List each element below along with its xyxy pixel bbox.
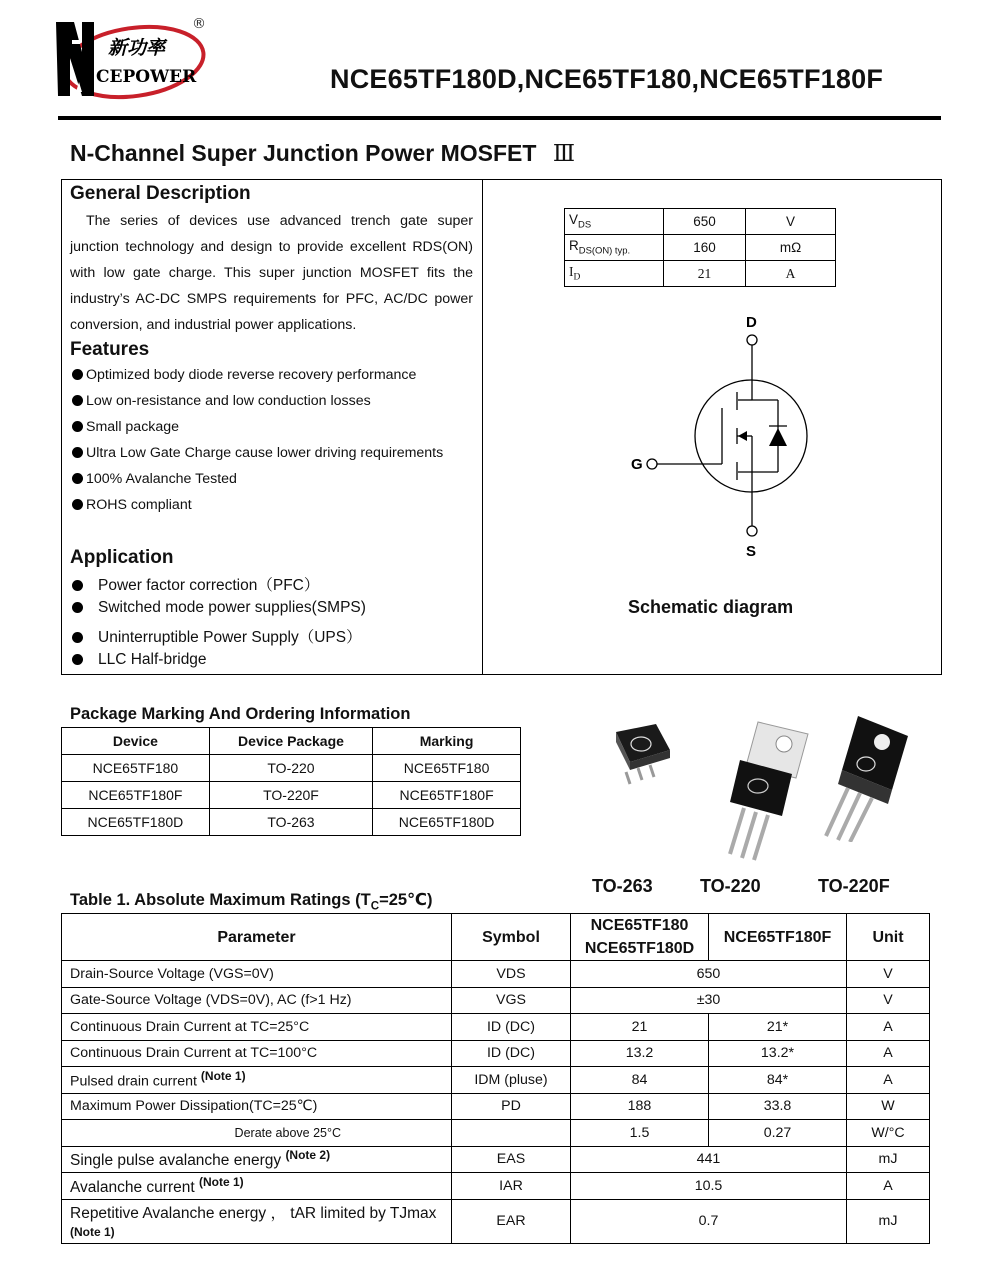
symbol-cell: IAR [452,1173,571,1200]
param-cell [62,1014,452,1041]
ordering-col-header: Device [62,728,210,755]
feature-item [72,393,371,409]
col-unit: Unit [847,914,930,961]
table-cell: TO-220F [209,782,372,809]
product-subtitle [70,140,575,167]
value-cell: 33.8 [709,1093,847,1120]
table-cell: NCE65TF180 [373,755,521,782]
col-device2: NCE65TF180F [709,914,847,961]
unit-cell: W [847,1093,930,1120]
spec-value: 160 [664,235,746,261]
feature-text: Optimized body diode reverse recovery performance [86,367,417,383]
spec-unit: V [746,209,836,235]
table-cell: NCE65TF180D [373,809,521,836]
spec-unit: A [746,261,836,287]
part-numbers-title: NCE65TF180D,NCE65TF180,NCE65TF180F [330,64,884,94]
param-text: Single pulse avalanche energy [70,1152,282,1170]
spec-value: 650 [664,209,746,235]
application-text: Switched mode power supplies(SMPS) [98,599,366,616]
amr-header-row [62,914,930,961]
unit-cell: V [847,961,930,988]
table-row [62,1120,930,1147]
to220f-package-image [812,714,910,842]
table-row [62,809,521,836]
spec-symbol [565,209,664,235]
spec-sub: D [573,272,581,283]
table-cell: TO-220 [209,755,372,782]
param-cell [62,1120,452,1147]
param-text: Continuous Drain Current at TC=25°C [70,1018,310,1035]
table-row [62,1199,930,1243]
frame-divider [482,180,483,674]
unit-cell: mJ [847,1146,930,1173]
bullet-icon [72,499,83,510]
spec-row [565,235,836,261]
subtitle-gen: Ⅲ [552,141,576,166]
table-cell: NCE65TF180F [62,782,210,809]
spec-symbol [565,235,664,261]
table-cell: NCE65TF180D [62,809,210,836]
unit-cell: mJ [847,1199,930,1243]
symbol-cell: ID (DC) [452,1014,571,1041]
value-cell: 84* [709,1067,847,1094]
bullet-icon [72,447,83,458]
label-to263: TO-263 [592,876,653,896]
symbol-cell: EAR [452,1199,571,1243]
registered-mark: ® [192,16,206,32]
table-row [62,782,521,809]
table-row [62,1040,930,1067]
logo-cn-text: 新功率 [108,37,166,59]
param-cell [62,1093,452,1120]
param-note: (Note 2) [285,1148,331,1163]
value-cell: 188 [571,1093,709,1120]
features-heading: Features [70,339,150,360]
table-cell: NCE65TF180F [373,782,521,809]
to220-package-image [716,720,812,862]
col-symbol: Symbol [452,914,571,961]
bullet-icon [72,654,83,665]
param-cell [62,1173,452,1200]
spec-value: 21 [664,261,746,287]
ordering-table [61,727,521,836]
value-cell: 21* [709,1014,847,1041]
symbol-cell: VGS [452,987,571,1014]
spec-sub: DS(ON) typ. [578,245,631,257]
schematic-caption: Schematic diagram [628,597,794,617]
feature-text: Ultra Low Gate Charge cause lower driving requirements [86,445,444,461]
spec-symbol [565,261,664,287]
table-cell: NCE65TF180 [62,755,210,782]
ordering-col-header: Device Package [209,728,372,755]
param-cell [62,1040,452,1067]
table-row [62,1093,930,1120]
col-device1 [571,914,709,961]
spec-row [565,209,836,235]
feature-text: Small package [86,419,180,435]
spec-sym: I [569,264,574,280]
company-logo [52,12,212,102]
bullet-icon [72,602,83,613]
unit-cell: V [847,987,930,1014]
table-row [62,1173,930,1200]
value-cell: 10.5 [571,1173,847,1200]
feature-item [72,367,416,383]
application-text: Uninterruptible Power Supply（UPS） [98,629,362,646]
symbol-cell: VDS [452,961,571,988]
value-cell: ±30 [571,987,847,1014]
col-parameter: Parameter [62,914,452,961]
unit-cell: A [847,1040,930,1067]
symbol-cell: PD [452,1093,571,1120]
param-note: (Note 1) [70,1225,115,1239]
application-text: Power factor correction（PFC） [98,577,320,594]
param-text: Gate-Source Voltage (VDS=0V), AC (f>1 Hz) [70,992,352,1009]
param-note: (Note 1) [198,1174,244,1189]
col-device1-b: NCE65TF180D [584,940,695,957]
value-cell: 0.27 [709,1120,847,1147]
application-heading: Application [70,547,174,568]
param-text: Repetitive Avalanche energy ， tAR limited by TJmax [70,1205,437,1222]
value-cell: 84 [571,1067,709,1094]
subtitle-text: N-Channel Super Junction Power MOSFET [70,140,537,166]
table-row [62,1067,930,1094]
value-cell: 0.7 [571,1199,847,1243]
general-description-heading: General Description [70,183,251,204]
ordering-heading: Package Marking And Ordering Information [70,705,411,723]
param-text: Drain-Source Voltage (VGS=0V) [70,965,274,982]
header-rule [58,116,941,120]
bullet-icon [72,369,83,380]
ordering-col-header: Marking [373,728,521,755]
application-text: LLC Half-bridge [98,651,207,668]
table-row [62,1014,930,1041]
feature-item [72,419,179,435]
param-text: Pulsed drain current [70,1074,197,1091]
feature-text: Low on-resistance and low conduction losses [86,393,371,409]
feature-item [72,471,237,487]
label-to220: TO-220 [700,876,761,896]
value-cell: 21 [571,1014,709,1041]
drain-label: D [746,314,757,331]
param-note: (Note 1) [200,1069,246,1084]
table-row [62,961,930,988]
value-cell: 1.5 [571,1120,709,1147]
feature-item [72,445,443,461]
param-text: Maximum Power Dissipation(TC=25℃) [70,1098,318,1115]
unit-cell: A [847,1173,930,1200]
symbol-cell: ID (DC) [452,1040,571,1067]
param-text: Derate above 25°C [234,1125,341,1140]
table-row [62,987,930,1014]
gate-label: G [631,456,643,473]
param-text: Avalanche current [70,1178,195,1196]
table-row [62,1146,930,1173]
col-device1-a: NCE65TF180 [590,917,689,934]
ordering-header-row [62,728,521,755]
bullet-icon [72,395,83,406]
table1-heading: Table 1. Absolute Maximum Ratings $(T_C=25℃)$ [70,891,433,913]
unit-cell: A [847,1067,930,1094]
symbol-cell: IDM (pluse) [452,1067,571,1094]
application-item [72,599,366,617]
table-row [62,755,521,782]
value-cell: 13.2 [571,1040,709,1067]
symbol-cell [452,1120,571,1147]
bullet-icon [72,580,83,591]
param-cell [62,1146,452,1173]
value-cell: 13.2* [709,1040,847,1067]
param-cell [62,987,452,1014]
spec-unit: mΩ [746,235,836,261]
spec-row [565,261,836,287]
to263-package-image [608,722,676,790]
application-item [72,625,362,647]
general-description-text: The series of devices use advanced trench gate super junction technology and design to provide excellent RDS(ON) with low gate charge. This super junction MOSFET fits the industry’s AC-DC SMPS requirements for PFC, AC/DC power conversion, and industrial power applications. [70,213,473,333]
bullet-icon [72,632,83,643]
logo-en-text: CEPOWER [96,67,197,87]
unit-cell: A [847,1014,930,1041]
application-item [72,573,319,595]
bullet-icon [72,473,83,484]
key-spec-table [564,208,836,287]
table-cell: TO-263 [209,809,372,836]
feature-item [72,497,192,513]
param-cell [62,1199,452,1243]
param-text: Continuous Drain Current at TC=100°C [70,1045,318,1062]
unit-cell: W/°C [847,1120,930,1147]
value-cell: 650 [571,961,847,988]
param-cell [62,1067,452,1094]
feature-text: 100% Avalanche Tested [86,471,237,487]
source-label: S [746,543,757,560]
symbol-cell: EAS [452,1146,571,1173]
mosfet-schematic [625,312,825,562]
spec-sym: V [569,212,579,228]
label-to220f: TO-220F [818,876,890,896]
spec-sym: R [569,238,579,254]
feature-text: ROHS compliant [86,497,192,513]
spec-sub: DS [578,219,592,231]
bullet-icon [72,421,83,432]
application-item [72,651,207,669]
value-cell: 441 [571,1146,847,1173]
absolute-max-ratings-table [61,913,930,1244]
param-cell [62,961,452,988]
